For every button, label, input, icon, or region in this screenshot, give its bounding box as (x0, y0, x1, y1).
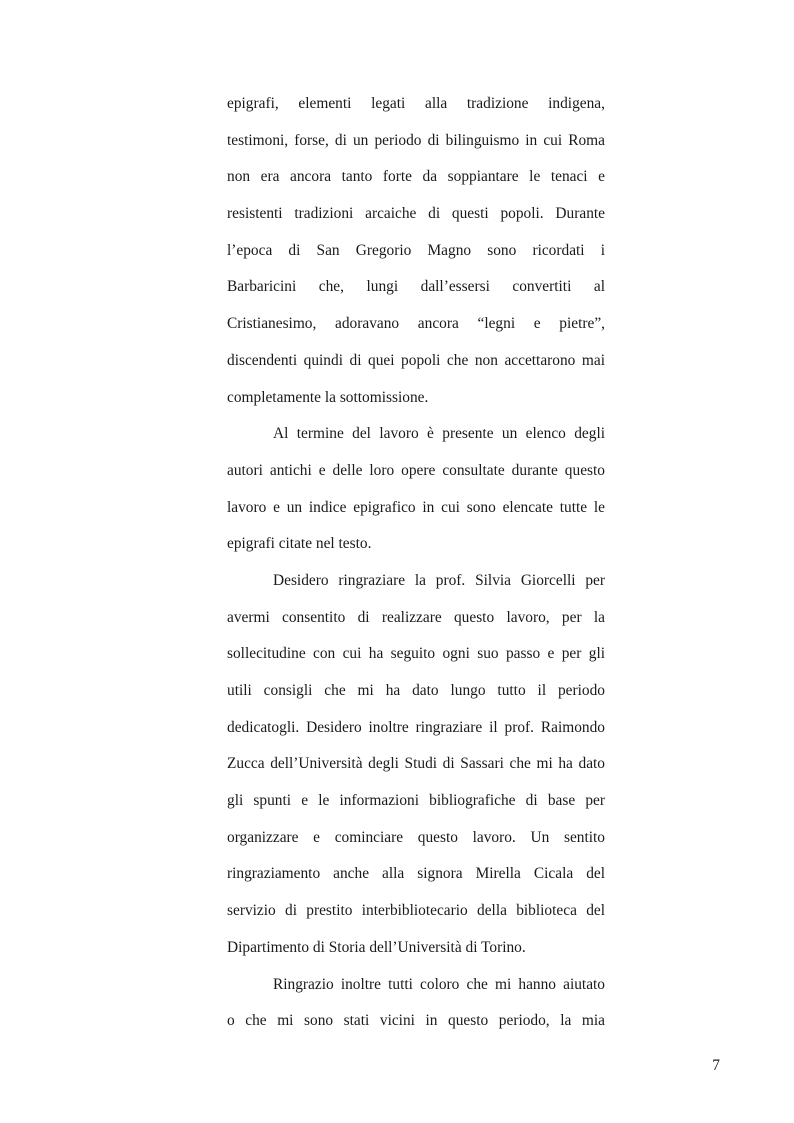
text-line: servizio di prestito interbibliotecario della biblioteca del (227, 902, 605, 920)
text-line: organizzare e cominciare questo lavoro. Un sentito (227, 828, 605, 846)
text-line: avermi consentito di realizzare questo lavoro, per la (227, 608, 605, 626)
text-line: resistenti tradizioni arcaiche di questi popoli. Durante (227, 205, 605, 223)
text-line: Desidero ringraziare la prof. Silvia Giorcelli per (273, 571, 605, 589)
text-line: l’epoca di San Gregorio Magno sono ricordati i (227, 241, 605, 259)
text-line: dedicatogli. Desidero inoltre ringraziare il prof. Raimondo (227, 718, 605, 736)
text-line: lavoro e un indice epigrafico in cui sono elencate tutte le (227, 498, 605, 516)
text-line: testimoni, forse, di un periodo di bilinguismo in cui Roma (227, 131, 605, 149)
text-line: epigrafi citate nel testo. (227, 535, 372, 553)
text-line: completamente la sottomissione. (227, 388, 429, 406)
text-line: autori antichi e delle loro opere consultate durante questo (227, 461, 605, 479)
text-line: Ringrazio inoltre tutti coloro che mi hanno aiutato (273, 975, 605, 993)
text-line: Cristianesimo, adoravano ancora “legni e pietre”, (227, 315, 605, 333)
text-line: Al termine del lavoro è presente un elenco degli (273, 425, 605, 443)
text-line: gli spunti e le informazioni bibliografiche di base per (227, 792, 605, 810)
page-number: 7 (712, 1057, 720, 1074)
text-line: Dipartimento di Storia dell’Università di Torino. (227, 938, 526, 956)
text-line: Zucca dell’Università degli Studi di Sassari che mi ha dato (227, 755, 605, 773)
text-line: ringraziamento anche alla signora Mirella Cicala del (227, 865, 605, 883)
text-line: o che mi sono stati vicini in questo periodo, la mia (227, 1012, 605, 1030)
text-line: Barbaricini che, lungi dall’essersi convertiti al (227, 278, 605, 296)
body-text (227, 86, 605, 1040)
text-line: sollecitudine con cui ha seguito ogni suo passo e per gli (227, 645, 605, 663)
text-line: utili consigli che mi ha dato lungo tutto il periodo (227, 682, 605, 699)
text-line: epigrafi, elementi legati alla tradizione indigena, (227, 95, 605, 112)
text-line: discendenti quindi di quei popoli che non accettarono mai (227, 351, 605, 369)
text-line: non era ancora tanto forte da soppiantare le tenaci e (227, 168, 605, 186)
